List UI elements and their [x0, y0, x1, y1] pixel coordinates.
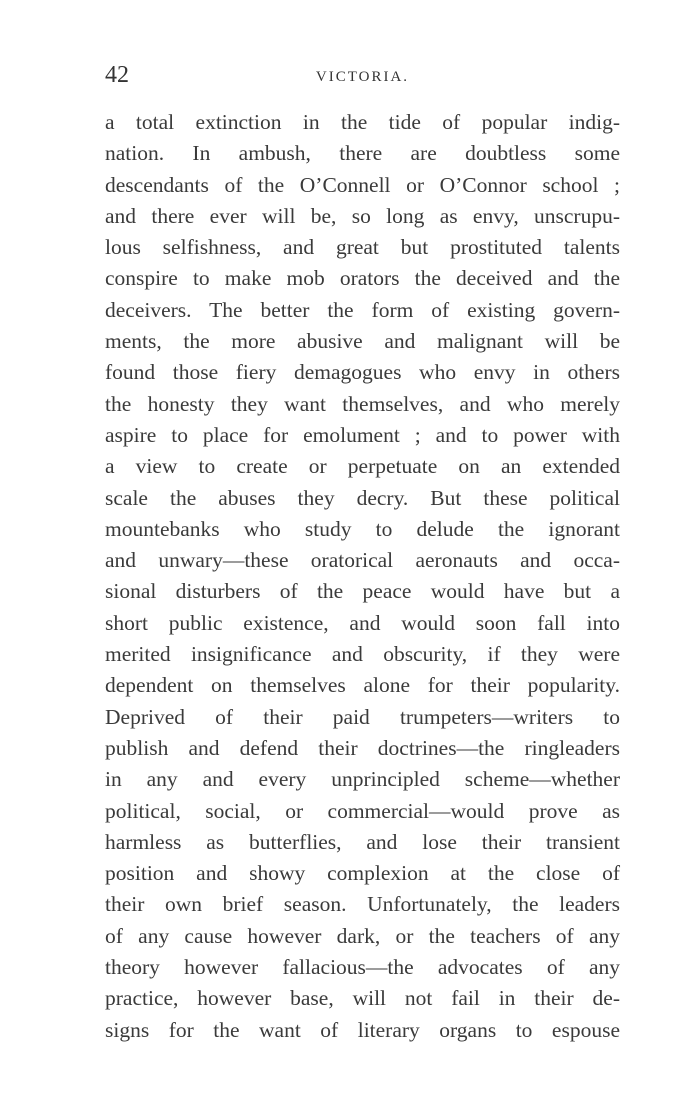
body-text — [105, 107, 620, 1046]
text-line: found those fiery demagogues who envy in others — [105, 360, 620, 385]
text-line: Deprived of their paid trumpeters—writers to — [105, 704, 620, 729]
text-line: and unwary—these oratorical aeronauts and occa- — [105, 548, 620, 573]
text-line: and there ever will be, so long as envy, unscrupu- — [105, 203, 620, 228]
text-line: of any cause however dark, or the teachers of any — [105, 923, 620, 948]
text-line: position and showy complexion at the close of — [105, 861, 620, 886]
text-line: dependent on themselves alone for their popularity. — [105, 673, 620, 698]
text-line: a total extinction in the tide of popular indig- — [105, 110, 620, 134]
text-line: the honesty they want themselves, and who merely — [105, 391, 620, 416]
text-line: short public existence, and would soon fall into — [105, 610, 620, 635]
text-line: nation. In ambush, there are doubtless some — [105, 141, 620, 166]
text-line: merited insignificance and obscurity, if they were — [105, 642, 620, 667]
text-line: ments, the more abusive and malignant will be — [105, 329, 620, 354]
text-line: aspire to place for emolument ; and to power with — [105, 422, 620, 447]
text-line: deceivers. The better the form of existing govern- — [105, 297, 620, 322]
text-line: practice, however base, will not fail in their de- — [105, 986, 620, 1011]
text-line: their own brief season. Unfortunately, the leaders — [105, 892, 620, 917]
text-line: in any and every unprincipled scheme—whether — [105, 767, 620, 792]
page-header — [105, 58, 620, 92]
page-number: 42 — [105, 62, 129, 88]
text-line: scale the abuses they decry. But these political — [105, 485, 620, 510]
text-line: political, social, or commercial—would prove as — [105, 798, 620, 823]
text-line: descendants of the O’Connell or O’Connor school ; — [105, 172, 620, 197]
text-line: lous selfishness, and great but prostituted talents — [105, 235, 620, 260]
text-line: mountebanks who study to delude the ignorant — [105, 516, 620, 541]
text-line: signs for the want of literary organs to espouse — [105, 1017, 620, 1042]
text-line: harmless as butterflies, and lose their transient — [105, 829, 620, 854]
text-line: conspire to make mob orators the deceived and the — [105, 266, 620, 291]
text-line: publish and defend their doctrines—the ringleaders — [105, 735, 620, 760]
text-line: theory however fallacious—the advocates of any — [105, 955, 620, 980]
text-line: a view to create or perpetuate on an extended — [105, 454, 620, 479]
running-head: VICTORIA. — [315, 69, 410, 85]
text-line: sional disturbers of the peace would have but a — [105, 579, 620, 604]
